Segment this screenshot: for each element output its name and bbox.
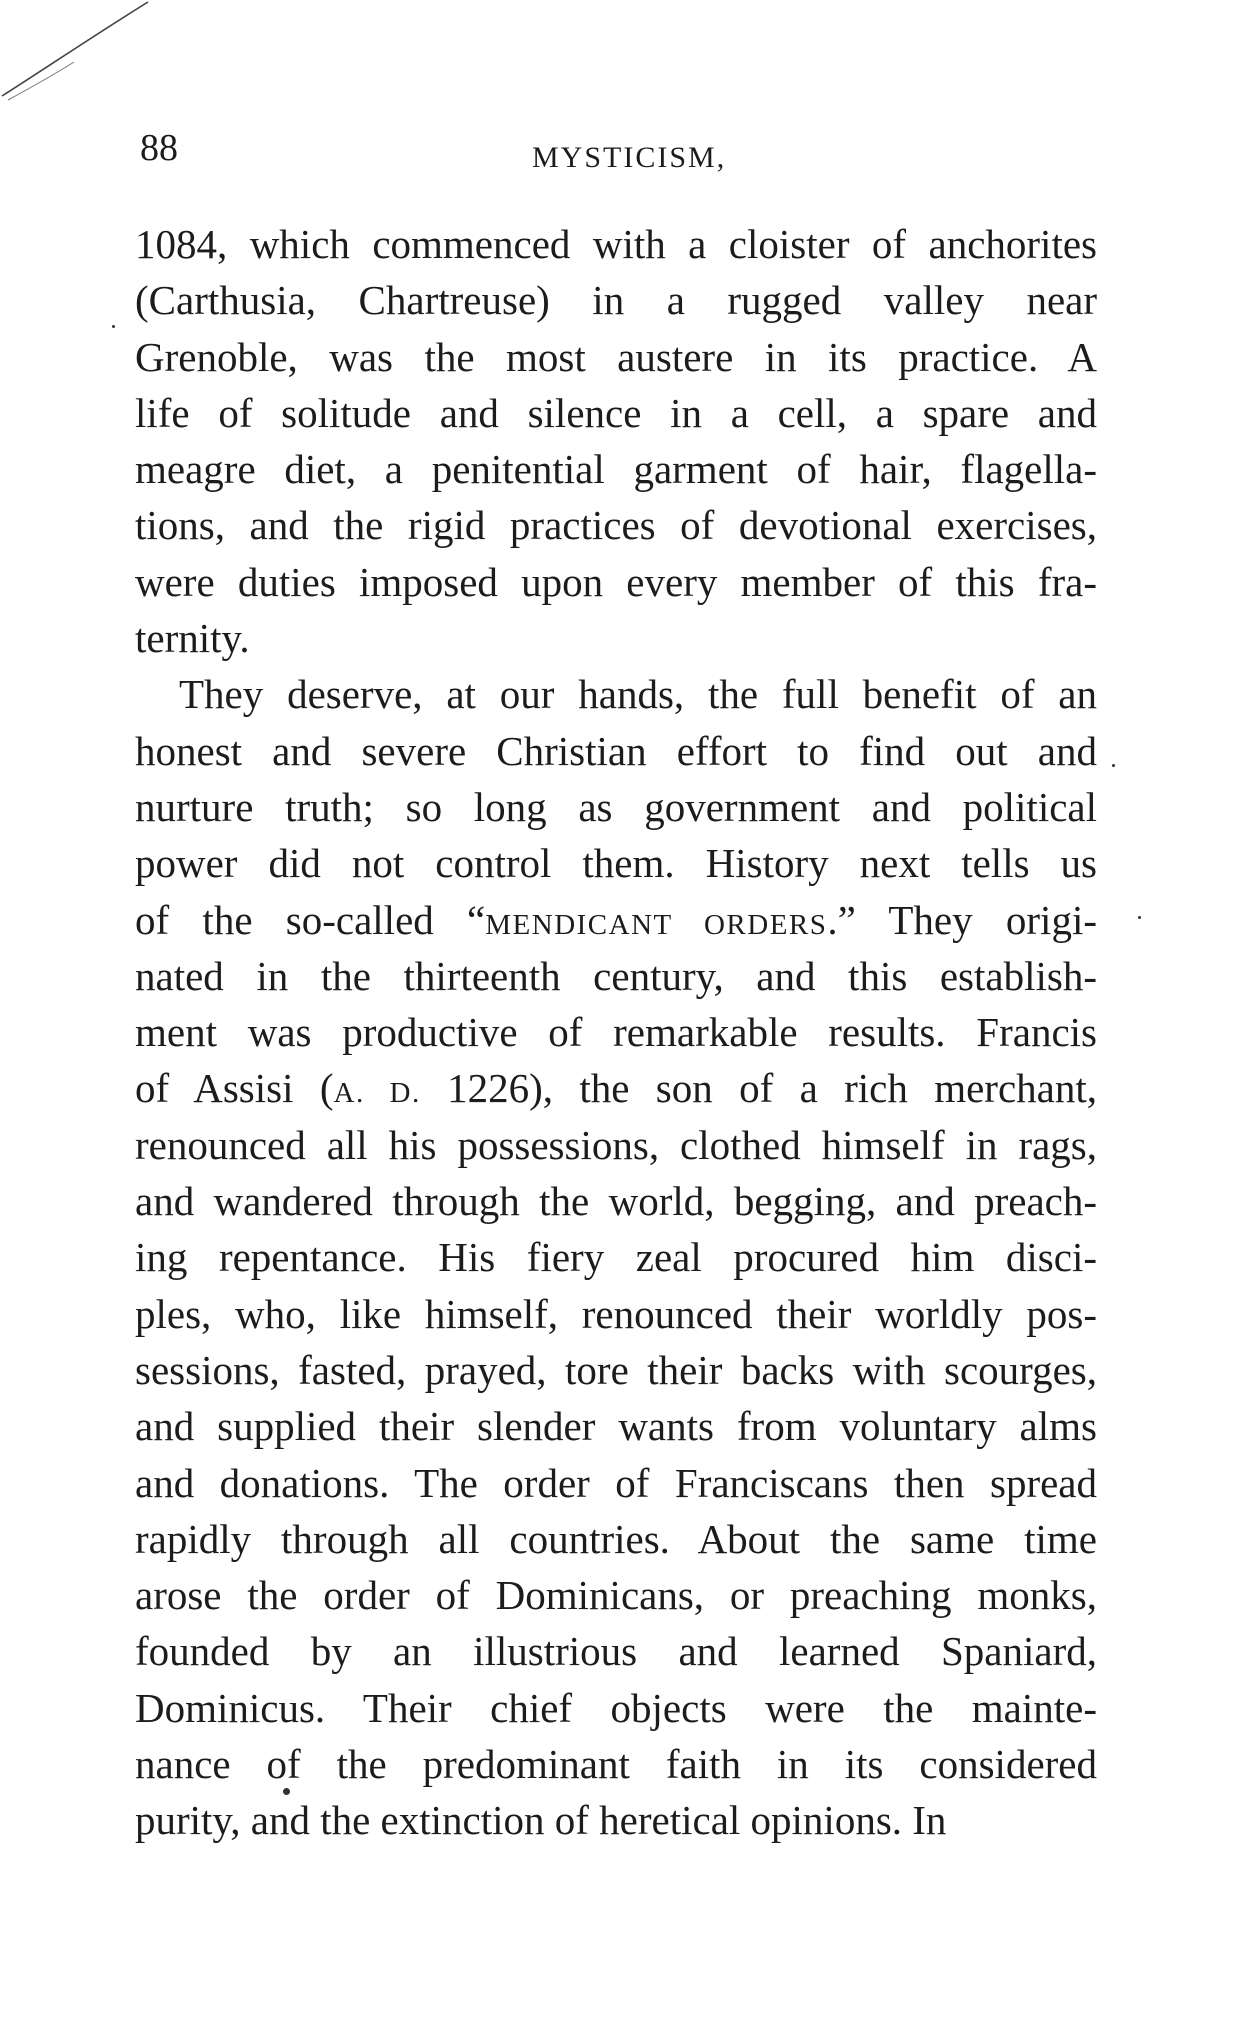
text-line: rapidly through all countries. About the same time bbox=[135, 1515, 1097, 1562]
text-line: Dominicus. Their chief objects were the mainte- bbox=[135, 1684, 1097, 1731]
text-line: and supplied their slender wants from voluntary alms bbox=[135, 1403, 1097, 1450]
text-line: were duties imposed upon every member of this fra- bbox=[135, 558, 1097, 605]
pen-stroke-mark bbox=[0, 0, 160, 110]
ink-speck bbox=[1112, 764, 1115, 767]
text-segment: of the so-called “ bbox=[135, 896, 486, 943]
text-line: power did not control them. History next tells us bbox=[135, 840, 1097, 887]
text-line: purity, and the extinction of heretical opinions. In bbox=[135, 1797, 947, 1844]
text-line: ples, who, like himself, renounced their worldly pos- bbox=[135, 1290, 1097, 1337]
text-line bbox=[135, 892, 1097, 948]
page-header bbox=[140, 124, 1100, 184]
page-number: 88 bbox=[140, 127, 178, 169]
text-segment: .” They origi- bbox=[827, 896, 1097, 943]
text-line: nance of the predominant faith in its considered bbox=[135, 1741, 1097, 1788]
text-segment: 1226), the son of a rich merchant, bbox=[420, 1065, 1097, 1112]
text-line: (Carthusia, Chartreuse) in a rugged valley near bbox=[135, 277, 1097, 324]
text-line: nated in the thirteenth century, and this establish- bbox=[135, 952, 1097, 999]
text-line: and wandered through the world, begging, and preach- bbox=[135, 1178, 1097, 1225]
text-line: ternity. bbox=[135, 615, 250, 662]
small-caps-term: MENDICANT ORDERS bbox=[485, 908, 828, 941]
text-line: renounced all his possessions, clothed himself in rags, bbox=[135, 1121, 1097, 1168]
text-line: tions, and the rigid practices of devotional exercises, bbox=[135, 502, 1097, 549]
small-caps-term: A. D. bbox=[333, 1077, 421, 1110]
text-line: meagre diet, a penitential garment of hair, flagella- bbox=[135, 446, 1097, 493]
text-line: nurture truth; so long as government and political bbox=[135, 783, 1097, 830]
text-line bbox=[135, 1060, 1097, 1116]
text-segment: of Assisi ( bbox=[135, 1065, 334, 1112]
text-line: arose the order of Dominicans, or preaching monks, bbox=[135, 1572, 1097, 1619]
body-text bbox=[135, 216, 1097, 1849]
paragraph bbox=[135, 216, 1097, 666]
text-line: life of solitude and silence in a cell, a spare and bbox=[135, 389, 1097, 436]
paragraph bbox=[135, 666, 1097, 1848]
text-line: Grenoble, was the most austere in its practice. A bbox=[135, 333, 1097, 380]
text-line: sessions, fasted, prayed, tore their backs with scourges, bbox=[135, 1346, 1097, 1393]
text-line: founded by an illustrious and learned Spaniard, bbox=[135, 1628, 1097, 1675]
ink-speck bbox=[112, 325, 115, 328]
text-line: 1084, which commenced with a cloister of anchorites bbox=[135, 221, 1097, 267]
text-line: They deserve, at our hands, the full benefit of an bbox=[179, 671, 1097, 718]
text-line: honest and severe Christian effort to find out and bbox=[135, 727, 1097, 774]
running-head: MYSTICISM, bbox=[532, 141, 727, 174]
ink-speck bbox=[1138, 916, 1141, 919]
text-line: ment was productive of remarkable results. Francis bbox=[135, 1009, 1097, 1056]
text-line: ing repentance. His fiery zeal procured him disci- bbox=[135, 1234, 1097, 1281]
text-line: and donations. The order of Franciscans then spread bbox=[135, 1459, 1097, 1506]
